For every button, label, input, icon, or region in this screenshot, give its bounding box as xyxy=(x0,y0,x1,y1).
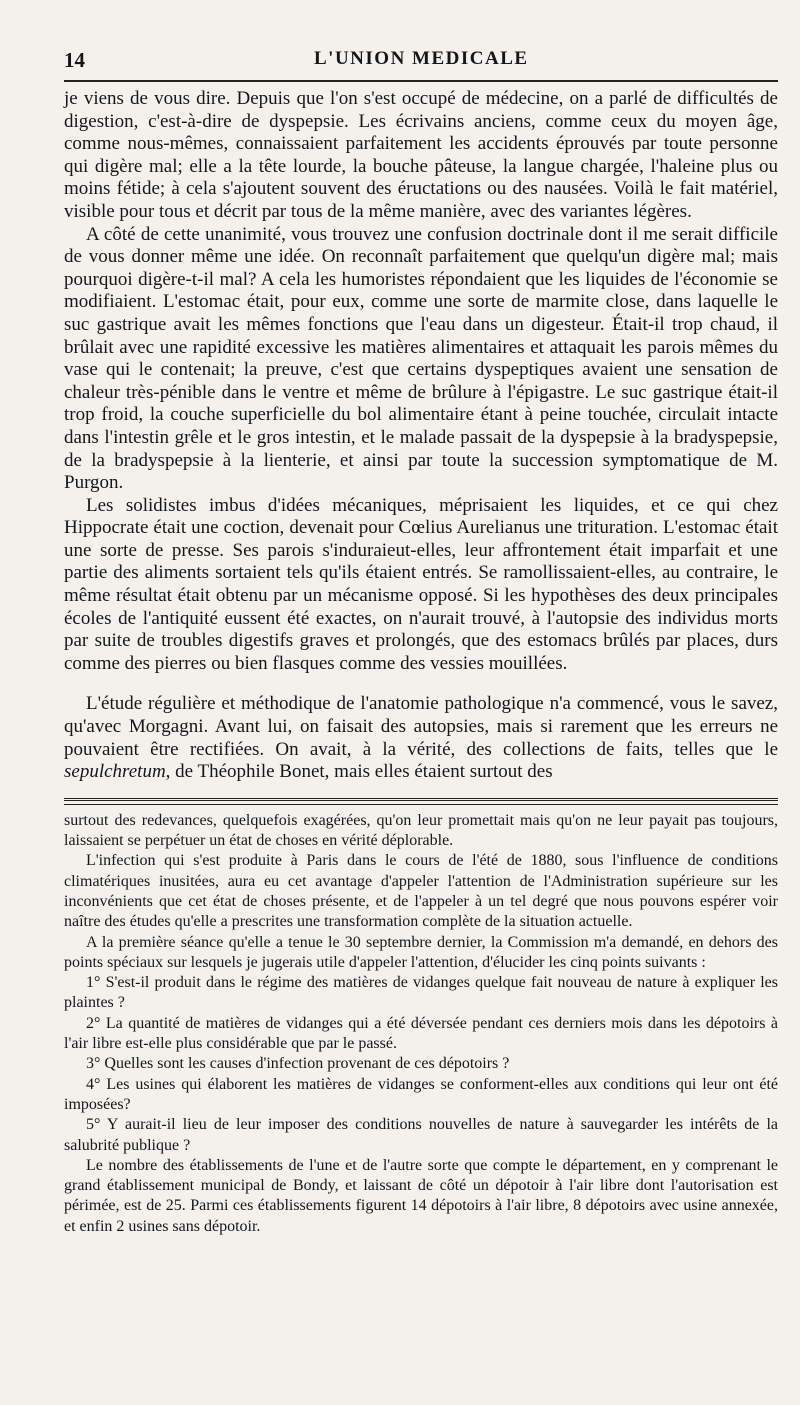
main-text xyxy=(64,88,778,784)
body-text: , de Théophile Bonet, mais elles étaient surtout des xyxy=(165,761,553,783)
italic-title: sepulchretum xyxy=(64,761,166,783)
body-text: L'étude régulière et méthodique de l'anatomie pathologique n'a commencé, vous le savez, qu'avec Morgagni. Avant lui, on faisait des autopsies, mais si rarement que les erreurs ne pouvaient être rectifiées. On avait, à la vérité, des collections de faits, telles que le xyxy=(64,693,778,760)
footnote-paragraph: L'infection qui s'est produite à Paris dans le cours de l'été de 1880, sous l'influence de conditions climatériques inusitées, aura eu cet avantage d'appeler l'attention de l'Administration supérieure sur les inconvénients que cet état de choses présente, et de l'appeler à un tel degré que nous pouvons espérer voir naître des études qu'elle a prescrites une transformation complète de la situation actuelle. xyxy=(64,852,778,931)
running-title: L'UNION MEDICALE xyxy=(314,48,529,69)
body-paragraph xyxy=(64,693,778,783)
footnotes xyxy=(64,811,778,1237)
footnote-list-item: 2° La quantité de matières de vidanges qui a été déversée pendant ces derniers mois dans les dépotoirs à l'air libre est-elle plus considérable que par le passé. xyxy=(64,1014,778,1053)
footnote-list-item: 3° Quelles sont les causes d'infection provenant de ces dépotoirs ? xyxy=(86,1055,510,1073)
footnote-list-item: 1° S'est-il produit dans le régime des matières de vidanges quelque fait nouveau de nature à expliquer les plaintes ? xyxy=(64,974,778,1012)
footnote-list-item: 4° Les usines qui élaborent les matières de vidanges se conforment-elles aux conditions qui leur ont été imposées? xyxy=(64,1075,778,1113)
body-paragraph: A côté de cette unanimité, vous trouvez une confusion doctrinale dont il me serait difficile de vous donner même une idée. On reconnaît parfaitement que quelqu'un digère mal; mais pourquoi digère-t-il mal? A cela les humoristes répondaient que les liquides de l'économie se modifiaient. L'estomac était, pour eux, comme une sorte de marmite close, dans laquelle le suc gastrique avait les mêmes fonctions que l'eau dans un digesteur. Était-il trop chaud, il brûlait avec une rapidité excessive les matières alimentaires et attaquait les parois mêmes du vase qui le contenait; la preuve, c'est que certains dyspeptiques avaient une sensation de chaleur très-pénible dans le ventre et même de brûlure à l'épigastre. Le suc gastrique était-il trop froid, la couche superficielle du bol alimentaire étant à peine touchée, circulait intacte dans l'intestin grêle et le gros intestin, et le malade passait de la dyspepsie à la bradyspepsie, de la bradyspepsie à la lienterie, et ainsi par toute la succession symptomatique de M. Purgon. xyxy=(64,223,778,494)
body-paragraph: Les solidistes imbus d'idées mécaniques, méprisaient les liquides, et ce qui chez Hippocrate était une coction, devenait pour Cœlius Aurelianus une trituration. L'estomac était une sorte de presse. Ses parois s'induraieut-elles, leur affrontement était imparfait et une partie des aliments sortaient tels qu'ils étaient entrés. Se ramollissaient-elles, au contraire, le même résultat était obtenu par un mécanisme opposé. Si les hypothèses des deux principales écoles de l'antiquité eussent été exactes, on n'aurait trouvé, à l'autopsie des individus morts par suite de troubles digestifs graves et prolongés, que des estomacs brûlés par places, durs comme des pierres ou bien flasques comme des vessies mouillées. xyxy=(64,494,778,674)
footnote-paragraph: Le nombre des établissements de l'une et de l'autre sorte que compte le département, en y comprenant le grand établissement municipal de Bondy, et laissant de côté un dépotoir à l'air libre dont l'autorisation est périmée, est de 25. Parmi ces établissements figurent 14 dépotoirs à l'air libre, 8 dépotoirs avec usine annexée, et enfin 2 usines sans dépotoir. xyxy=(64,1156,778,1235)
page-header xyxy=(64,40,778,80)
header-rule xyxy=(64,80,778,82)
page-number: 14 xyxy=(64,48,85,72)
footnote-paragraph: surtout des redevances, quelquefois exagérées, qu'on leur promettait mais qu'on ne leur payait pas toujours, laissaient se perpétuer un état de choses en vérité déplorable. xyxy=(64,811,778,850)
footnote-list-item: 5° Y aurait-il lieu de leur imposer des conditions nouvelles de nature à sauvegarder les intérêts de la salubrité publique ? xyxy=(64,1116,778,1154)
body-paragraph: je viens de vous dire. Depuis que l'on s'est occupé de médecine, on a parlé de difficultés de digestion, c'est-à-dire de dyspepsie. Les écrivains anciens, comme ceux du moyen âge, comme nous-mêmes, connaissaient parfaitement les accidents éprouvés par toute personne qui digère mal; elle a la tête lourde, la bouche pâteuse, la langue chargée, l'haleine plus ou moins fétide; à cela s'ajoutent souvent des éructations ou des nausées. Voilà le fait matériel, visible pour tous et décrit par tous de la même manière, avec des variantes légères. xyxy=(64,88,778,222)
footnote-paragraph: A la première séance qu'elle a tenue le 30 septembre dernier, la Commission m'a demandé, en dehors des points spéciaux sur lesquels je jugerais utile d'appeler l'attention, d'élucider les cinq points suivants : xyxy=(64,933,778,971)
footnote-rule xyxy=(64,798,778,805)
